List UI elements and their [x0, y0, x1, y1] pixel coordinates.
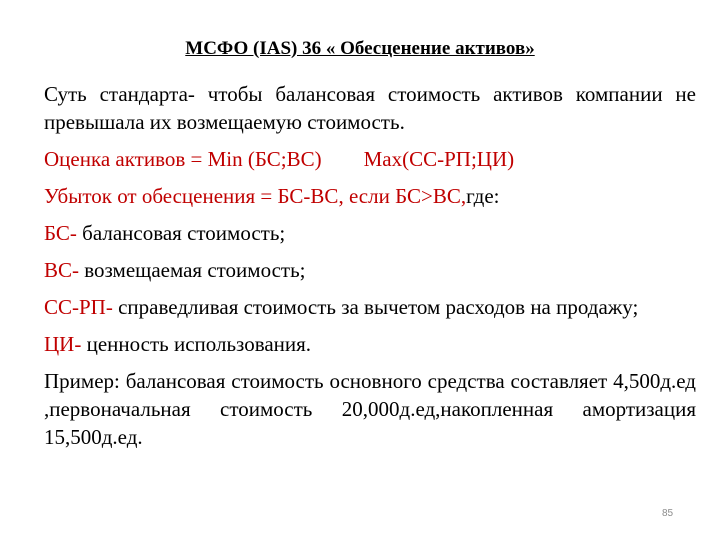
- definition-term: БС-: [44, 221, 77, 245]
- definition-term: СС-РП-: [44, 295, 113, 319]
- valuation-formula: [44, 145, 696, 173]
- valuation-max: Max(СС-РП;ЦИ): [363, 147, 515, 171]
- definition-text: балансовая стоимость;: [76, 221, 286, 245]
- definition-text: возмещаемая стоимость;: [79, 258, 306, 282]
- example-paragraph: Пример: балансовая стоимость основного средства составляет 4,500д.ед ,первоначальная стоимость 20,000д.ед,накопленная амортизация 15,500д.ед.: [44, 369, 696, 449]
- valuation-min: Оценка активов = Min (БС;ВС): [44, 147, 322, 171]
- definition-ss-rp: [44, 293, 696, 321]
- slide-body: [44, 80, 696, 460]
- definition-term: ЦИ-: [44, 332, 82, 356]
- impairment-formula: [44, 182, 696, 210]
- definition-bs: [44, 219, 696, 247]
- page-number: 85: [662, 508, 674, 519]
- definition-ci: [44, 330, 696, 358]
- definition-term: ВС-: [44, 258, 80, 282]
- definition-text: справедливая стоимость за вычетом расходов на продажу;: [112, 295, 639, 319]
- essence-paragraph: Суть стандарта- чтобы балансовая стоимость активов компании не превышала их возмещаемую стоимость.: [44, 82, 696, 134]
- impairment-formula-suffix: где:: [466, 184, 500, 208]
- definition-text: ценность использования.: [81, 332, 312, 356]
- slide-title: МСФО (IAS) 36 « Обесценение активов»: [185, 38, 535, 59]
- definition-vs: [44, 256, 696, 284]
- impairment-formula-main: Убыток от обесценения = БС-ВС, если БС>ВС,: [44, 184, 467, 208]
